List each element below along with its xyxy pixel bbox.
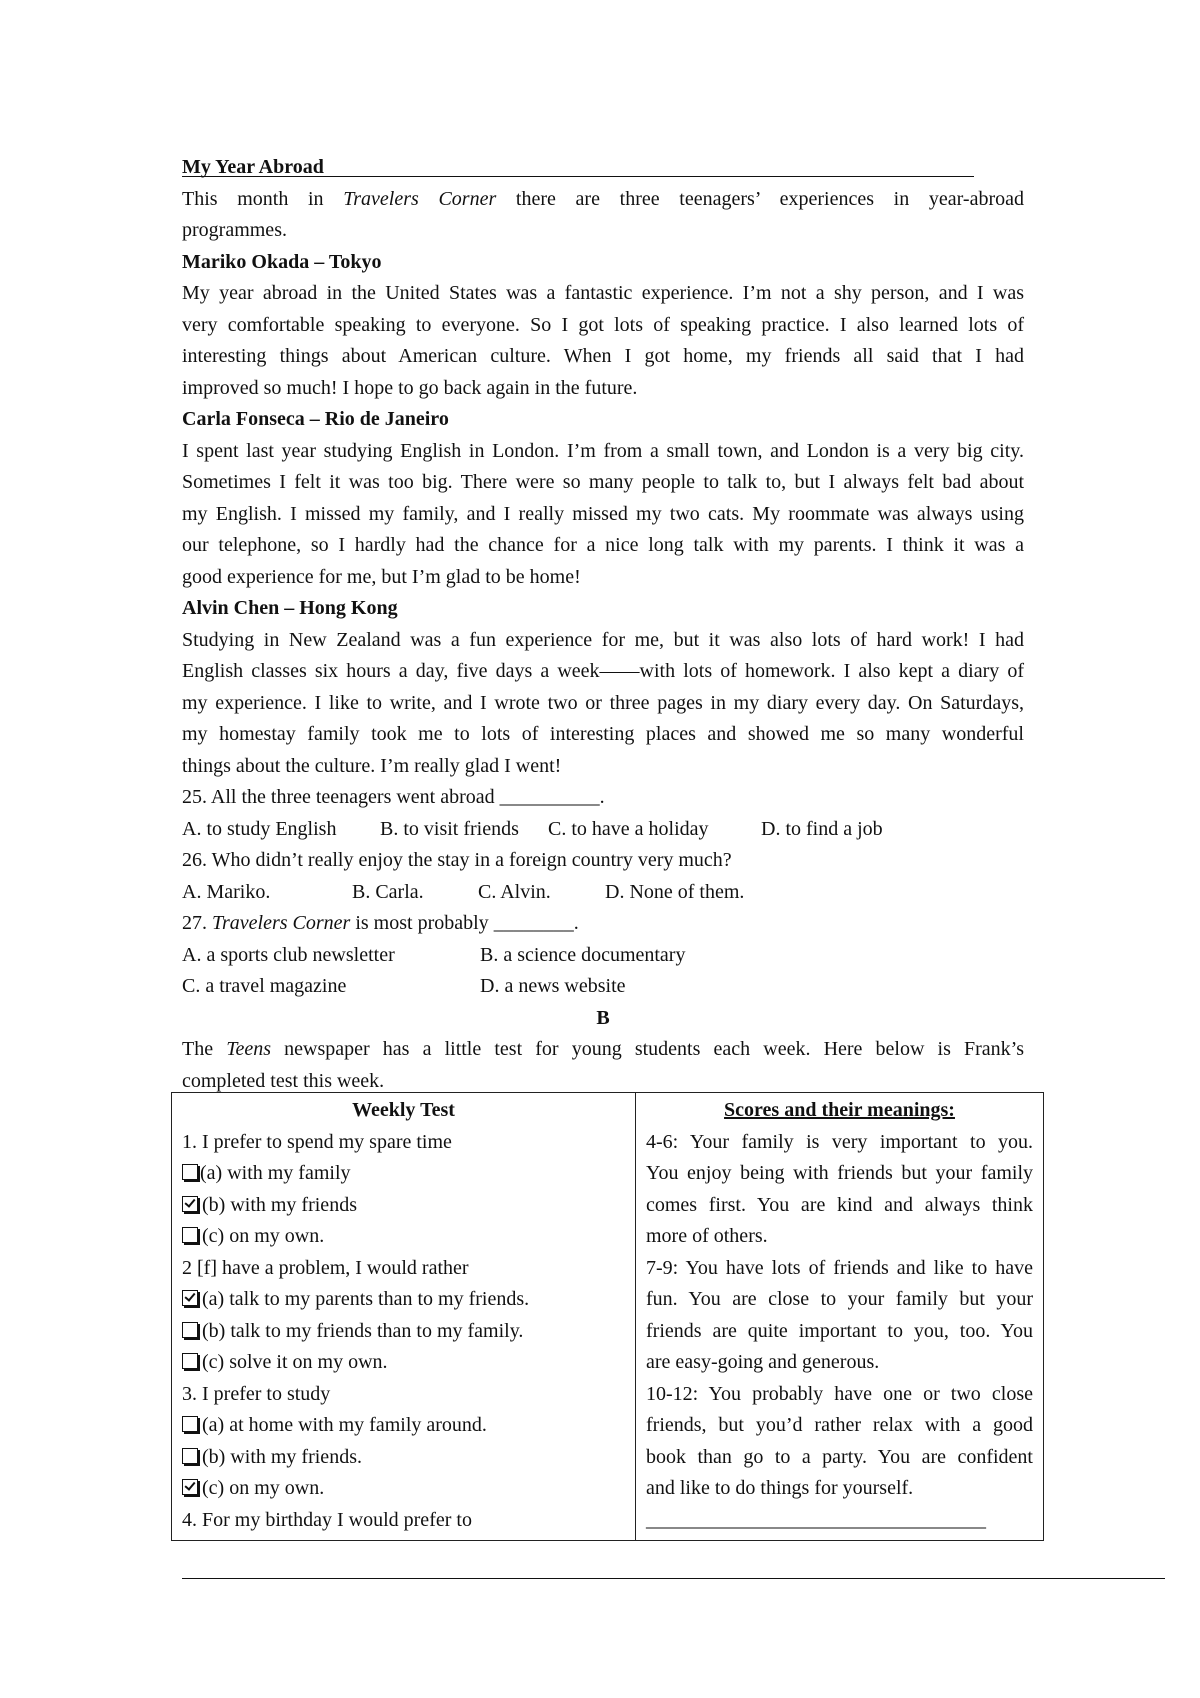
scores-header: Scores and their meanings: [724, 1099, 955, 1121]
checkbox-icon [182, 1227, 198, 1243]
q27-option-a: A. a sports club newsletter [182, 943, 395, 966]
score-meaning-line: book than go to a party. You are confident [646, 1445, 1033, 1468]
article-title-text: My Year Abroad [182, 156, 324, 178]
section-paragraph-line: my homestay family took me to lots of interesting places and showed me so many wonderful [182, 723, 1024, 745]
q25-option-a: A. to study English [182, 817, 337, 840]
test-item-text: (a) at home with my family around. [202, 1414, 487, 1436]
question-27 [182, 908, 1024, 940]
q27-blank: ________ [493, 912, 574, 934]
intro-text-post: there are three teenagers’ experiences in year-abroad [515, 187, 1024, 210]
b-intro-pre: The [182, 1038, 214, 1060]
article-sections [182, 247, 1024, 783]
checked-checkbox-icon [182, 1479, 198, 1495]
test-item-text: (c) on my own. [202, 1477, 325, 1499]
q25-option-c: C. to have a holiday [548, 817, 709, 840]
score-meaning-line: 4-6: Your family is very important to you. [646, 1130, 1033, 1153]
q26-option-a: A. Mariko. [182, 880, 271, 903]
test-item-row [182, 1505, 625, 1537]
scores-column [636, 1093, 1044, 1541]
section-paragraph-line: Studying in New Zealand was a fun experience for me, but it was also lots of hard work! I had [182, 628, 1024, 651]
weekly-test-table [171, 1092, 1044, 1541]
weekly-test-column [172, 1093, 636, 1541]
score-meaning-line: are easy-going and generous. [646, 1351, 880, 1373]
test-item-row [182, 1158, 625, 1190]
checkbox-icon [182, 1353, 198, 1369]
question-25 [182, 782, 1024, 814]
test-item-row [182, 1253, 625, 1285]
test-item-text: 2 [f] have a problem, I would rather [182, 1256, 469, 1279]
section-paragraph-line: good experience for me, but I’m glad to be home! [182, 565, 581, 588]
section-paragraph-line: very comfortable speaking to everyone. So I got lots of speaking practice. I also learned lots of [182, 313, 1024, 336]
scores-answer-line: __________________________________ [646, 1508, 986, 1531]
q25-stem: 25. All the three teenagers went abroad [182, 786, 495, 808]
question-26: 26. Who didn’t really enjoy the stay in a foreign country very much? [182, 849, 732, 871]
section-paragraph-line: I spent last year studying English in London. I’m from a small town, and London is a very big city. [182, 439, 1024, 462]
intro-text-pre: This month in [182, 187, 324, 210]
test-item-row [182, 1221, 625, 1253]
intro-publication-name: Travelers Corner [343, 187, 497, 210]
q27-option-c: C. a travel magazine [182, 975, 347, 997]
q25-option-b: B. to visit friends [380, 817, 519, 840]
score-meaning-line: fun. You are close to your family but your [646, 1288, 1033, 1310]
test-item-row [182, 1284, 625, 1316]
test-item-row [182, 1347, 625, 1379]
score-meaning-line: and like to do things for yourself. [646, 1477, 914, 1499]
score-meaning-line: friends are quite important to you, too. You [646, 1319, 1033, 1342]
checked-checkbox-icon [182, 1196, 198, 1212]
section-b-label: B [596, 1006, 610, 1029]
article-title [182, 152, 1024, 184]
q25-blank: __________ [499, 786, 600, 808]
q27-stem-post: is most probably [355, 912, 489, 934]
q26-option-c: C. Alvin. [478, 880, 551, 903]
section-paragraph-line: my English. I missed my family, and I really missed my two cats. My roommate was always using [182, 502, 1024, 525]
article-intro-line2: programmes. [182, 219, 287, 241]
test-item-text: 3. I prefer to study [182, 1382, 331, 1405]
test-item-row [182, 1190, 625, 1222]
q27-stem-pre: 27. [182, 912, 207, 934]
score-meaning-line: You enjoy being with friends but your family [646, 1162, 1033, 1184]
score-meaning-line: 7-9: You have lots of friends and like to have [646, 1256, 1033, 1279]
test-item-text: (b) talk to my friends than to my family. [202, 1319, 524, 1342]
test-item-text: (c) solve it on my own. [202, 1351, 388, 1373]
weekly-test-items [182, 1127, 625, 1537]
test-item-row [182, 1379, 625, 1411]
q26-option-b: B. Carla. [352, 880, 424, 903]
test-item-text: (a) with my family [200, 1162, 351, 1184]
q25-option-d: D. to find a job [761, 817, 883, 840]
section-b-intro-line2: completed test this week. [182, 1069, 385, 1092]
weekly-test-header: Weekly Test [352, 1099, 455, 1121]
section-paragraph-line: interesting things about American culture. When I got home, my friends all said that I had [182, 345, 1024, 367]
checkbox-icon [182, 1448, 198, 1464]
test-item-row [182, 1473, 625, 1505]
q27-option-b: B. a science documentary [480, 943, 686, 966]
test-item-row [182, 1127, 625, 1159]
section-heading: Mariko Okada – Tokyo [182, 250, 382, 273]
section-paragraph-line: My year abroad in the United States was a fantastic experience. I’m not a shy person, and I was [182, 282, 1024, 304]
test-item-text: 1. I prefer to spend my spare time [182, 1130, 452, 1153]
section-paragraph-line: our telephone, so I hardly had the chance for a nice long talk with my parents. I think it was a [182, 534, 1024, 556]
test-item-text: (a) talk to my parents than to my friends. [202, 1288, 530, 1310]
q26-option-d: D. None of them. [605, 880, 745, 903]
b-intro-newspaper-name: Teens [226, 1038, 272, 1060]
article-intro [182, 184, 1024, 216]
test-item-text: (b) with my friends. [202, 1445, 362, 1468]
title-underline [182, 176, 974, 177]
section-heading: Carla Fonseca – Rio de Janeiro [182, 408, 449, 430]
test-item-row [182, 1410, 625, 1442]
q25-end: . [599, 786, 605, 808]
q27-options-row1 [182, 940, 1024, 972]
score-meaning-line: friends, but you’d rather relax with a good [646, 1414, 1033, 1436]
checkbox-icon [182, 1164, 198, 1180]
section-b-intro [182, 1034, 1024, 1066]
scores-text [646, 1127, 1033, 1505]
test-item-row [182, 1442, 625, 1474]
section-paragraph-line: my experience. I like to write, and I wrote two or three pages in my diary every day. On Saturdays, [182, 691, 1024, 714]
section-heading: Alvin Chen – Hong Kong [182, 597, 398, 619]
test-item-text: 4. For my birthday I would prefer to [182, 1508, 472, 1531]
section-paragraph-line: Sometimes I felt it was too big. There were so many people to talk to, but I always felt bad about [182, 471, 1024, 493]
q27-options-row2 [182, 971, 1024, 1003]
q25-options [182, 814, 1024, 846]
score-meaning-line: 10-12: You probably have one or two close [646, 1382, 1033, 1405]
checked-checkbox-icon [182, 1290, 198, 1306]
checkbox-icon [182, 1416, 198, 1432]
document-page [182, 152, 1024, 1097]
score-meaning-line: more of others. [646, 1225, 768, 1247]
footer-rule [182, 1578, 1165, 1579]
section-paragraph-line: improved so much! I hope to go back again in the future. [182, 376, 638, 399]
q27-end: . [573, 912, 579, 934]
test-item-text: (c) on my own. [202, 1225, 325, 1247]
q27-publication-name: Travelers Corner [212, 912, 351, 934]
test-item-row [182, 1316, 625, 1348]
q26-options [182, 877, 1024, 909]
checkbox-icon [182, 1322, 198, 1338]
test-item-text: (b) with my friends [202, 1193, 357, 1216]
b-intro-post: newspaper has a little test for young students each week. Here below is Frank’s [284, 1038, 1024, 1060]
section-paragraph-line: English classes six hours a day, five days a week——with lots of homework. I also kept a diary of [182, 660, 1024, 682]
score-meaning-line: comes first. You are kind and always think [646, 1193, 1033, 1216]
q27-option-d: D. a news website [480, 975, 626, 997]
section-paragraph-line: things about the culture. I’m really glad I went! [182, 754, 562, 777]
